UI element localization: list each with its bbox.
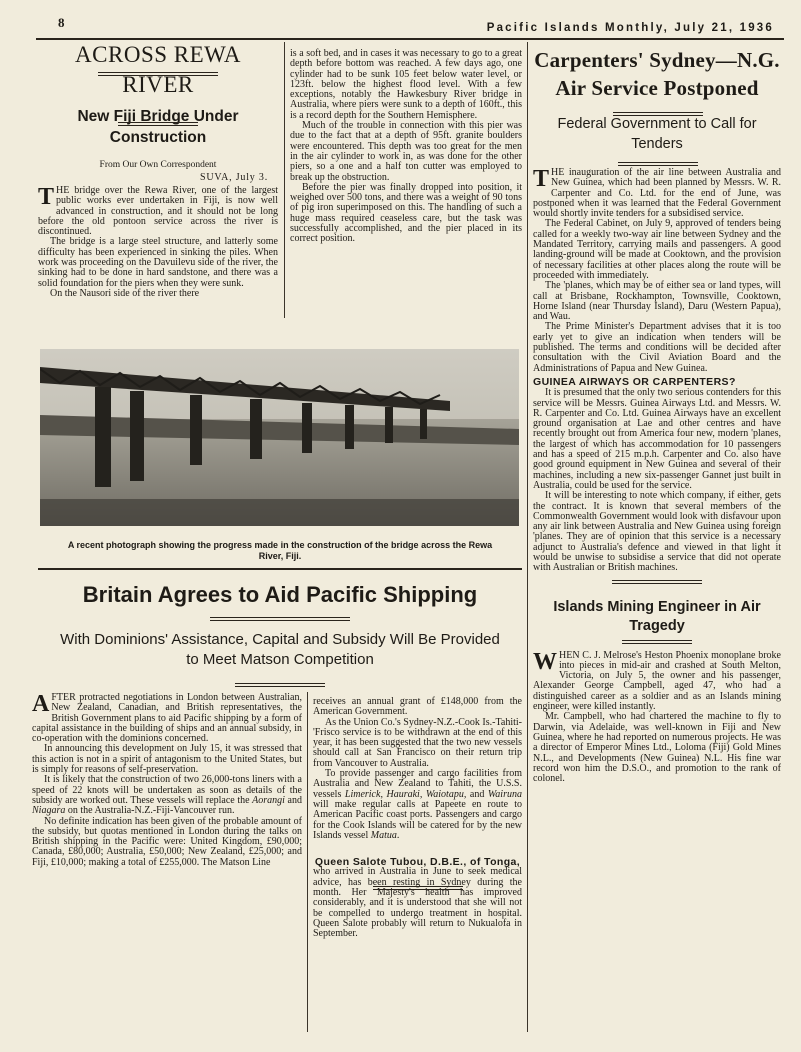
carpenters-p1: HE inauguration of the air line between Australia and New Guinea, which had been planned by Messrs. W. R. Carpenter and Co. Ltd. for the end of June, was postponed when it was learned that the Federal Government would shortly invite tenders for a subsidised service. [533,167,781,220]
column-divider [307,692,308,1032]
carpenters-body [533,168,781,574]
rewa-article [38,40,278,299]
rewa-p1: HE bridge over the Rewa River, one of the largest public works ever undertaken in Fiji, is now well advanced in construction, and it should not be long before the old pontoon service across the river is discontinued. [38,185,278,238]
rewa-headline: ACROSS REWA RIVER [75,42,241,97]
mining-headline: Islands Mining Engineer in Air Tragedy [553,598,761,634]
carpenters-rule [613,112,703,116]
carpenters-p3: The 'planes, which may be of either sea or land types, will call at Brisbane, Rockhampton, Townsville, Cooktown, Horne Island (near Thursday Island), Daru (Western Papua), and Wau. [533,280,781,323]
mining-p1: HEN C. J. Melrose's Heston Phoenix monoplane broke into pieces in mid-air and crashed at South Melton, Victoria, on July 5, the owner and his passenger, Alexander George Campbell, aged 47, who had a distinguished career as a soldier and as an Islands mining engineer, were killed instantly. [533,649,781,713]
britain-p3 [32,775,302,816]
tubou-rule [373,886,463,890]
tubou-p1: who arrived in Australia in June to seek medical advice, has been resting in Sydney during the month. Her Majesty's health has improved considerably, and it is understood that she will not be compelled to undergo treatment in hospital. Queen Salote probably will return to Nukualofa in September. [313,866,522,940]
photo-caption: A recent photograph showing the progress made in the construction of the bridge across the Rewa River, Fiji. [67,540,493,561]
subhead-rule [118,122,198,126]
britain-p5: receives an annual grant of £148,000 from the American Government. [313,696,522,718]
britain-p3-text: on the Australia-N.Z.-Fiji-Vancouver run. [65,805,235,817]
publication-title: Pacific Islands Monthly, July 21, 1936 [486,22,774,34]
carpenters-p2: The Federal Cabinet, on July 9, approved of tenders being called for a weekly two-way air line between Sydney and the Mandated Territory, carrying mails and passengers. A good landing-ground will be made at Cooktown, and the provision of necessary facilities at other places along the route will be proceeded with immediately. [533,218,781,281]
rewa-body-col2 [290,49,522,245]
page-number: 8 [58,15,65,30]
britain-p3-text: and [284,794,302,806]
britain-p7-text: . [396,829,400,841]
ship-name: Matua [370,829,397,841]
headline-rule [98,72,218,76]
britain-subhead: With Dominions' Assistance, Capital and Subsidy Will Be Provided to Meet Matson Competition [60,631,500,668]
carpenters-p4: The Prime Minister's Department advises that it is too early yet to give an indication when tenders will be published. The terms and conditions will be decided after consultation with the Civil Aviation Board and the Administrations of Papua and New Guinea. [533,321,781,374]
ship-name: Aorangi [252,794,285,806]
rewa-subhead: New Fiji Bridge Under Construction [77,108,239,146]
rewa-p2: The bridge is a large steel structure, and latterly some difficulty has been experienced in sinking the piles. When work was proceeding on the Davuilevu side of the river, the sinking had to be done in hard sandstone, and there was a solid foundation for the piers when they were sunk. [38,236,278,289]
drop-cap: A [32,691,50,717]
mining-subrule [622,640,692,644]
carpenters-article [533,46,781,784]
britain-p7 [313,769,522,841]
britain-p2: In announcing this development on July 15, it was stressed that this action is not in a spirit of antagonism to the United States, but is simply for reasons of self-preservation. [32,743,302,776]
mining-p2: Mr. Campbell, who had chartered the machine to fly to Darwin, via Adelaide, was well-known in Fiji and New Guinea, where he had reported on numerous projects. He was a director of Emperor Mines Ltd., Loloma (Fiji) Gold Mines N.L., and Developments (New Guinea) N.L. His fine war record won him the D.S.O., and promotion to the rank of colonel. [533,711,781,785]
bridge-illustration [40,349,519,526]
britain-p7-text: To provide passenger and cargo facilities from Australia and New Zealand to Tahiti, the U.S.S. vessels [313,768,522,800]
britain-p3-text: It is likely that the construction of two 26,000-tons liners with a speed of 22 knots will be undertaken as soon as details of the subsidy are worked out. These vessels will replace the [32,774,302,806]
rewa-p3: On the Nausori side of the river there [50,287,200,299]
carpenters-p5: It is presumed that the only two serious contenders for this service will be Messrs. Guinea Airways Ltd. and Messrs. W. R. Carpenter and Co. Ltd. Guinea Airways have an excellent ground organisation at Lae and other centres and have recently brought out from America four new, modern 'planes, the largest of which has accommodation for 10 passengers and has a speed of 215 m.p.h. Carpenter and Co. also have good ground equipment in New Guinea and several of their machines, including a new six-passenger Gannet just built in Australia, could be used for the service. [533,387,781,491]
tubou-headline: Queen Salote Tubou, D.B.E., of Tonga, [314,856,521,869]
ship-name: Wairuna [487,788,522,800]
britain-rule [210,617,350,621]
carpenters-subrule [618,162,698,166]
mining-body [533,648,781,785]
britain-p4: No definite indication has been given of the probable amount of the subsidy, but quotas mentioned in London during the talks on British shipping in the Pacific were: United Kingdom, £90,000; Canada, £80,000; Australia, £50,000; New Zealand, £25,000; and Fiji, £10,000; making a total of £255,000. The Matson Line [32,815,302,868]
ship-name: Niagara [32,805,66,817]
rewa-p6: Before the pier was finally dropped into position, it weighed over 500 tons, and there was a weight of 90 tons of pig iron superimposed on this. The handling of such a huge mass required ceaseless care, but the task was successfully accomplished, and the pier placed in its correct position. [290,181,522,245]
column-divider [527,42,528,1032]
rewa-p4: is a soft bed, and in cases it was necessary to go to a great depth before bottom was reached. A few days ago, one cylinder had to be sunk 105 feet below water level, or 123ft. below the highest flood level. With a few exceptions, notably the Hawkesbury River bridge in Australia, where piers were sunk to a depth of 160ft., this is a record depth for the Southern Hemisphere. [290,48,522,121]
britain-p1: FTER protracted negotiations in London between Australian, New Zealand, Canadian, and British representatives, the British Government plans to aid Pacific shipping by a form of capital assistance in the building of ships and an annual subsidy, in co-operation with the dominions concerned. [32,692,302,745]
carpenters-headline: Carpenters' Sydney—N.G. Air Service Postponed [534,48,780,100]
carpenters-p6: It will be interesting to note which company, if either, gets the contract. It is known that several members of the Commonwealth Government would look with disfavour upon any air link between Australia and New Guinea using foreign 'planes. They are of opinion that this service is a necessary adjunct to Australia's defence and viewed in that light it would be unwise to subsidise a service that did not operate with Australian or British machines. [533,490,781,574]
britain-p7-text: and [466,788,488,800]
section-rule [38,568,522,570]
bridge-photo [40,349,519,526]
britain-body-col1 [32,693,302,868]
mining-rule [612,580,702,584]
drop-cap: T [38,184,55,210]
rewa-byline: From Our Own Correspondent [99,160,217,170]
ship-name: Limerick, Hauraki, Waiotapu, [344,788,467,800]
rewa-p5: Much of the trouble in connection with this pier was due to the fact that at a depth of 95ft. granite boulders were encountered. This depth was too great for the men in the air cylinder to work in, as was done for the other piers, so a one and a half ton cutter was employed to break up the obstruction. [290,120,522,183]
britain-p6: As the Union Co.'s Sydney-N.Z.-Cook Is.-Tahiti-'Frisco service is to be withdrawn at the end of this year, it has been suggested that the two new vessels should call at San Francisco on their return trip from Vancouver to Australia. [313,716,522,769]
britain-body-col2 [313,697,522,940]
drop-cap: W [533,648,557,675]
carpenters-section-head: GUINEA AIRWAYS OR CARPENTERS? [533,375,736,388]
rewa-body [38,186,278,299]
drop-cap: T [533,166,550,192]
britain-p7-text: will make regular calls at Papeete en route to American Pacific coast ports. Passengers and cargo for the Cook Islands will be catered for by the new Islands vessel [313,798,522,841]
column-divider [284,42,285,318]
britain-headline: Britain Agrees to Aid Pacific Shipping [82,582,478,607]
rewa-dateline: SUVA, July 3. [199,172,268,183]
britain-subrule [235,683,325,687]
carpenters-subhead: Federal Government to Call for Tenders [557,116,757,152]
